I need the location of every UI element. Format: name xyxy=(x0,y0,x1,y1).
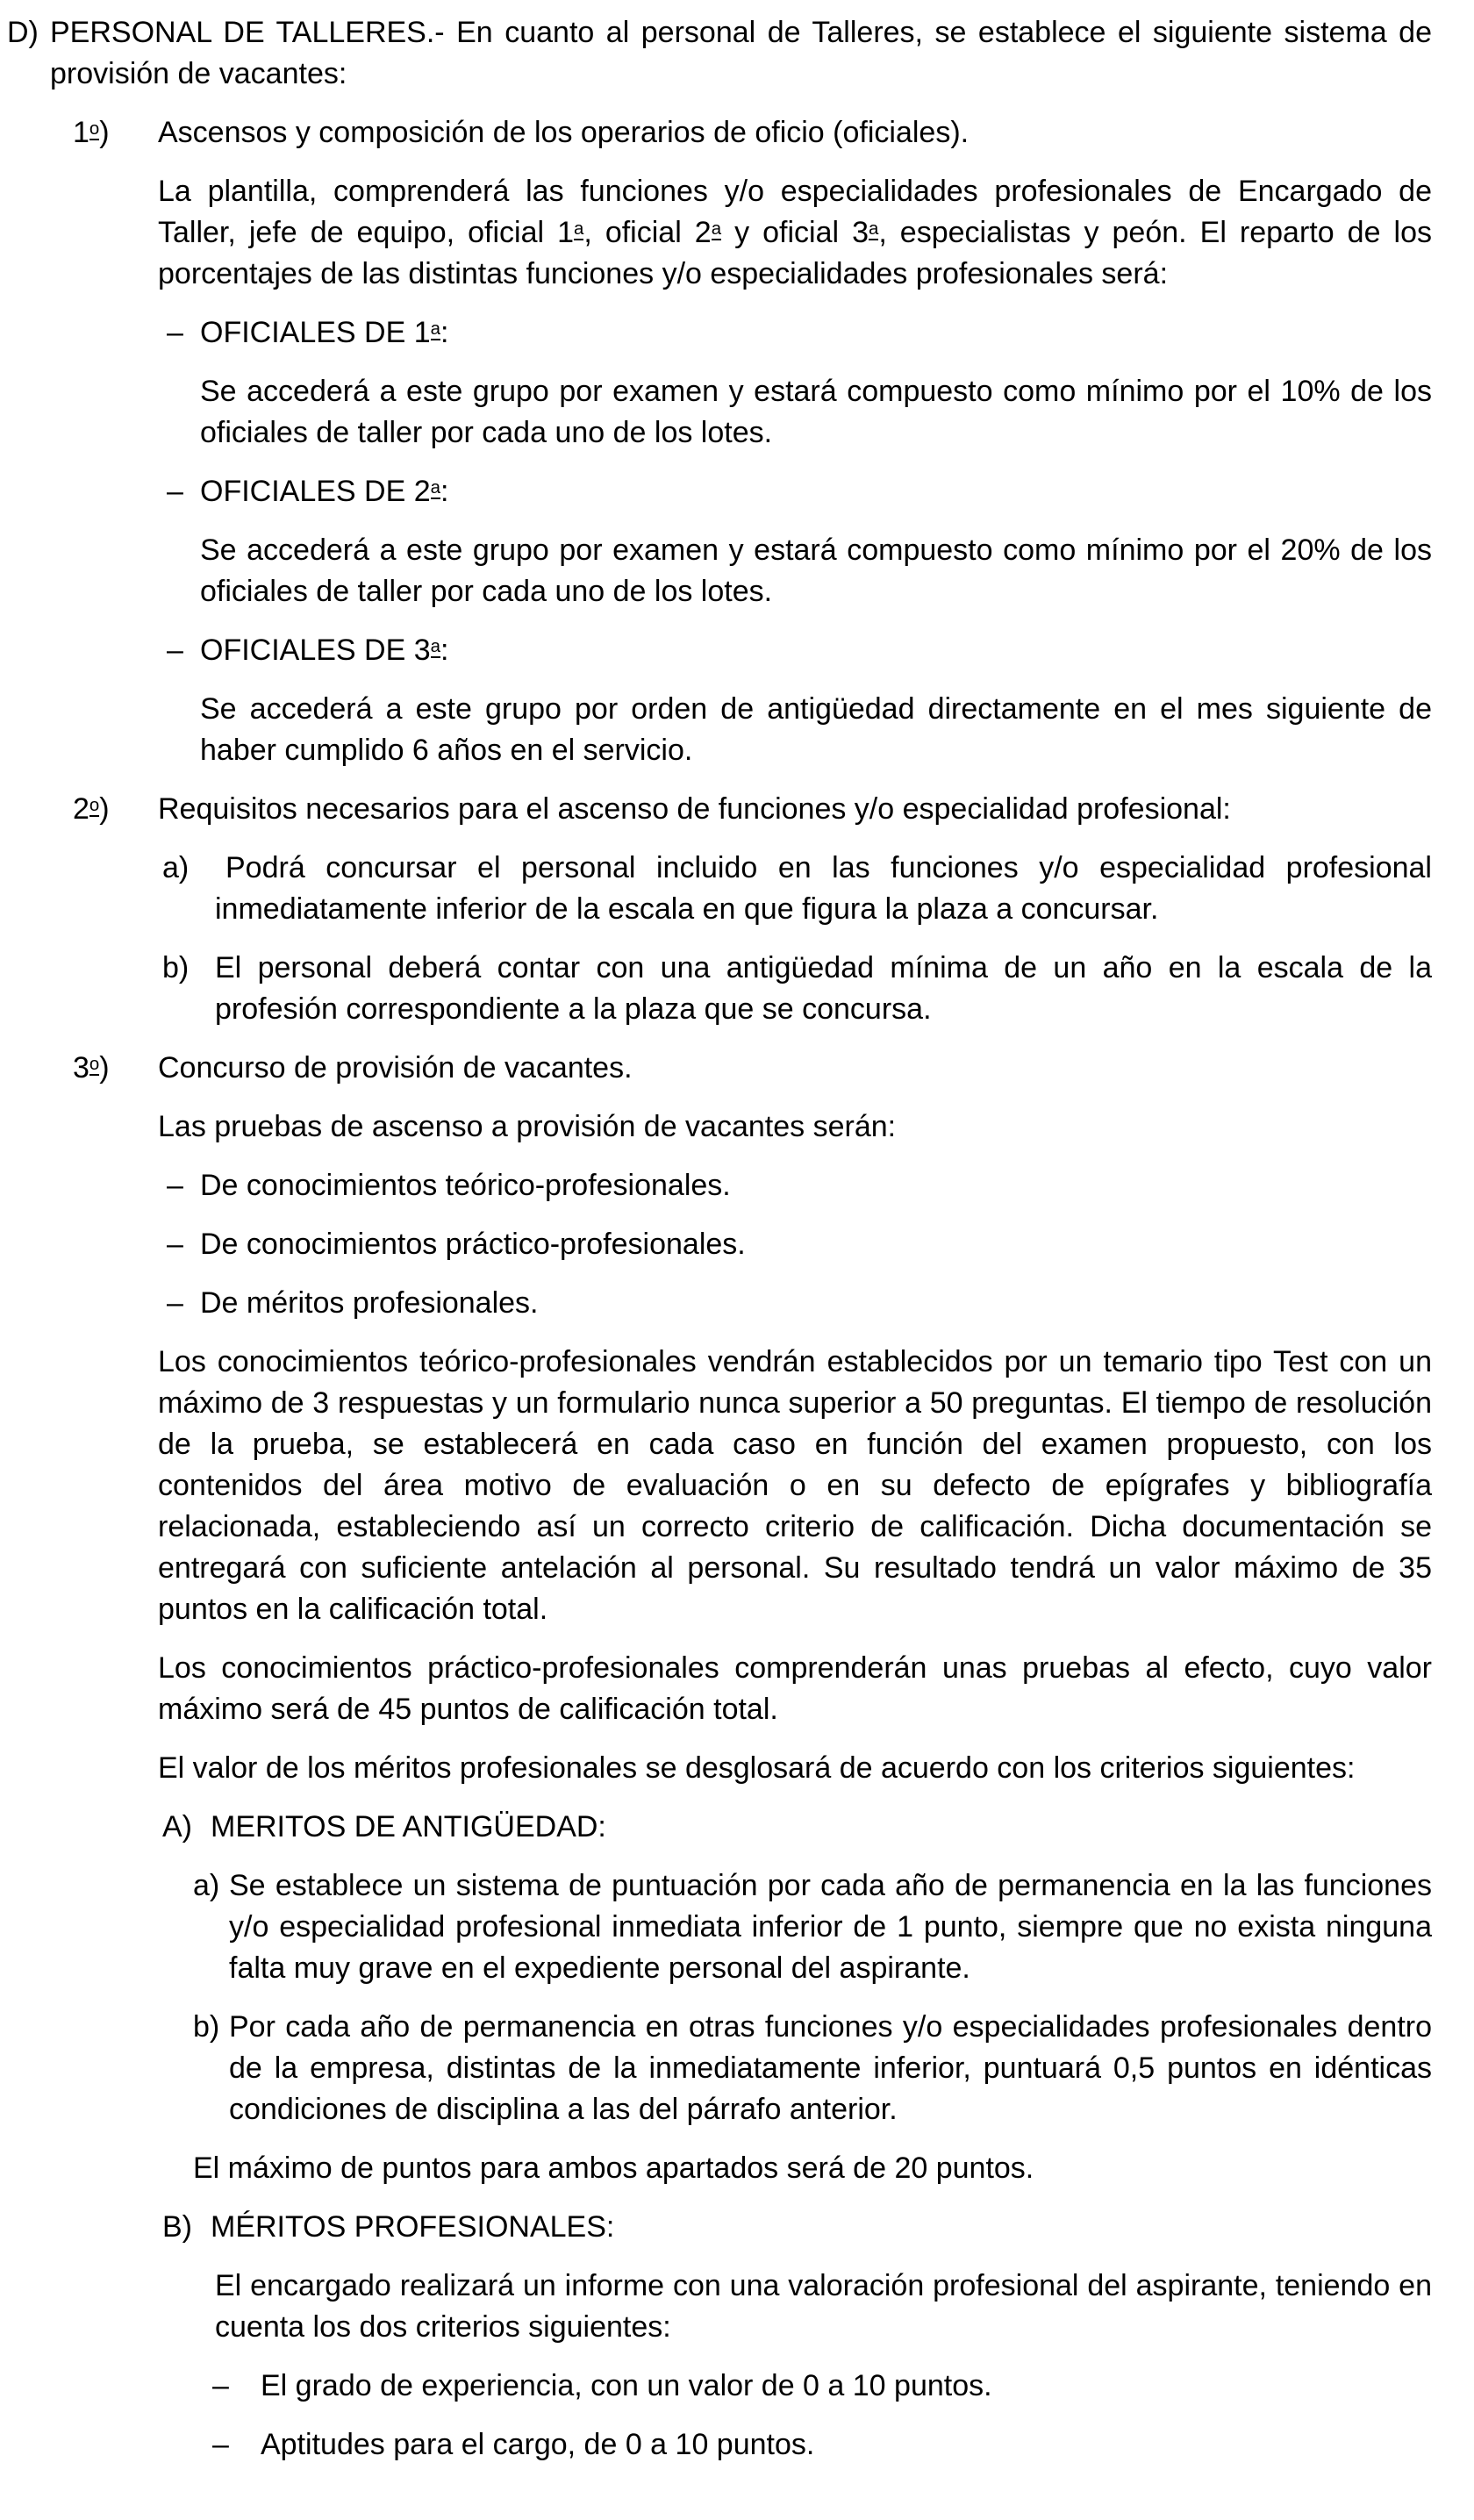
item-2-point-b xyxy=(162,948,1432,1030)
merit-b-heading-row xyxy=(162,2207,1432,2248)
oficiales-2-body: Se accederá a este grupo por examen y estará compuesto como mínimo por el 20% de los oficiales de taller por cada uno de los lotes. xyxy=(200,533,1432,608)
item-3 xyxy=(73,1048,1432,1089)
item-2-point-a-text: Podrá concursar el personal incluido en las funciones y/o especialidad profesional inmediatamente inferior de la escala en que figura la plaza a concursar. xyxy=(215,851,1432,926)
dash-bullet-icon: – xyxy=(167,1286,183,1320)
criterion-1-text: El grado de experiencia, con un valor de 0 a 10 puntos. xyxy=(261,2369,992,2402)
item-3-label: 3$^o$) xyxy=(73,1051,110,1085)
oficiales-2-heading-row xyxy=(167,471,1432,512)
item-1-title: Ascensos y composición de los operarios de oficio (oficiales). xyxy=(158,116,970,149)
test-item-2-text: De conocimientos práctico-profesionales. xyxy=(200,1228,746,1261)
oficiales-1-heading: OFICIALES DE 1$^a$: xyxy=(200,316,449,349)
item-2-label: 2$^o$) xyxy=(73,792,110,826)
merit-a-label: A) xyxy=(162,1810,192,1843)
oficiales-2-heading: OFICIALES DE 2$^a$: xyxy=(200,475,449,508)
oficiales-3-heading: OFICIALES DE 3$^a$: xyxy=(200,634,449,667)
merit-b-label: B) xyxy=(162,2210,192,2244)
item-3-title: Concurso de provisión de vacantes. xyxy=(158,1051,633,1085)
ordinal-a: a xyxy=(868,219,879,240)
test-item-1-text: De conocimientos teórico-profesionales. xyxy=(200,1169,731,1202)
ordinal-o: o xyxy=(89,796,100,816)
dash-bullet-icon: – xyxy=(167,316,183,349)
merit-b-intro: El encargado realizará un informe con una valoración profesional del aspirante, teniendo en cuenta los dos criterios siguientes: xyxy=(215,2269,1432,2344)
merit-a-point-b-text: Por cada año de permanencia en otras funciones y/o especialidades profesionales dentro de la empresa, distintas de la inmediatamente inferior, puntuará 0,5 puntos en idénticas condiciones de disciplina a las del párrafo anterior. xyxy=(229,2010,1432,2126)
test-item-2 xyxy=(167,1224,1432,1265)
dash-bullet-icon: – xyxy=(212,2428,229,2461)
item-3-intro: Las pruebas de ascenso a provisión de vacantes serán: xyxy=(158,1110,897,1143)
dash-bullet-icon: – xyxy=(167,1169,183,1202)
oficiales-3-heading-row xyxy=(167,630,1432,671)
test-item-1 xyxy=(167,1165,1432,1206)
ordinal-a: a xyxy=(574,219,584,240)
item-2-point-a-label: a) xyxy=(162,851,190,884)
merit-a-point-b xyxy=(193,2007,1432,2130)
merit-a-point-b-label: b) xyxy=(193,2010,220,2044)
section-d xyxy=(7,12,1432,95)
merit-a-point-a-text: Se establece un sistema de puntuación por cada año de permanencia en la las funciones y/o especialidad profesional inmediata inferior de 1 punto, siempre que no exista ninguna falta muy grave en el expediente personal del aspirante. xyxy=(229,1869,1432,1985)
section-d-text: PERSONAL DE TALLERES.- En cuanto al personal de Talleres, se establece el siguiente sistema de provisión de vacantes: xyxy=(50,16,1432,90)
criterion-2-text: Aptitudes para el cargo, de 0 a 10 puntos. xyxy=(261,2428,815,2461)
merit-a-point-a xyxy=(193,1865,1432,1989)
dash-bullet-icon: – xyxy=(167,1228,183,1261)
item-2-point-b-text: El personal deberá contar con una antigüedad mínima de un año en la escala de la profesión correspondiente a la plaza que se concursa. xyxy=(215,951,1432,1026)
dash-bullet-icon: – xyxy=(212,2369,229,2402)
criterion-2 xyxy=(212,2424,1432,2466)
merit-a-max-note: El máximo de puntos para ambos apartados será de 20 puntos. xyxy=(193,2151,1034,2185)
oficiales-1-body: Se accederá a este grupo por examen y estará compuesto como mínimo por el 10% de los oficiales de taller por cada uno de los lotes. xyxy=(200,375,1432,449)
para-practico: Los conocimientos práctico-profesionales comprenderán unas pruebas al efecto, cuyo valor máximo será de 45 puntos de calificación total. xyxy=(158,1651,1432,1726)
test-item-3 xyxy=(167,1283,1432,1324)
merit-a-heading: MERITOS DE ANTIGÜEDAD: xyxy=(211,1810,606,1843)
dash-bullet-icon: – xyxy=(167,634,183,667)
item-1-label: 1$^o$) xyxy=(73,116,110,149)
test-item-3-text: De méritos profesionales. xyxy=(200,1286,539,1320)
ordinal-o: o xyxy=(89,119,100,140)
item-1 xyxy=(73,112,1432,154)
item-2-title: Requisitos necesarios para el ascenso de funciones y/o especialidad profesional: xyxy=(158,792,1231,826)
dash-bullet-icon: – xyxy=(167,475,183,508)
item-2-point-b-label: b) xyxy=(162,951,190,984)
ordinal-o: o xyxy=(89,1055,100,1075)
item-2 xyxy=(73,789,1432,830)
item-2-point-a xyxy=(162,848,1432,930)
merit-a-point-a-label: a) xyxy=(193,1869,220,1902)
ordinal-a: a xyxy=(430,478,440,498)
item-1-intro: La plantilla, comprenderá las funciones y/o especialidades profesionales de Encargado de Taller, jefe de equipo, oficial 1$^a$, oficial 2$^a$ y oficial 3$^a$, especialistas y peón. El reparto de los porcentajes de las distintas funciones y/o especialidades profesionales será: xyxy=(158,175,1432,290)
criterion-1 xyxy=(212,2366,1432,2407)
merit-a-heading-row xyxy=(162,1807,1432,1848)
section-d-label: D) xyxy=(7,16,39,49)
ordinal-a: a xyxy=(430,319,440,340)
oficiales-3-body: Se accederá a este grupo por orden de antigüedad directamente en el mes siguiente de haber cumplido 6 años en el servicio. xyxy=(200,692,1432,767)
ordinal-a: a xyxy=(711,219,722,240)
para-meritos: El valor de los méritos profesionales se desglosará de acuerdo con los criterios siguientes: xyxy=(158,1751,1356,1785)
merit-b-heading: MÉRITOS PROFESIONALES: xyxy=(211,2210,615,2244)
oficiales-1-heading-row xyxy=(167,312,1432,354)
ordinal-a: a xyxy=(430,637,440,657)
para-teorico: Los conocimientos teórico-profesionales vendrán establecidos por un temario tipo Test con un máximo de 3 respuestas y un formulario nunca superior a 50 preguntas. El tiempo de resolución de la prueba, se establecerá en cada caso en función del examen propuesto, con los contenidos del área motivo de evaluación o en su defecto de epígrafes y bibliografía relacionada, estableciendo así un correcto criterio de calificación. Dicha documentación se entregará con suficiente antelación al personal. Su resultado tendrá un valor máximo de 35 puntos en la calificación total. xyxy=(158,1345,1432,1626)
